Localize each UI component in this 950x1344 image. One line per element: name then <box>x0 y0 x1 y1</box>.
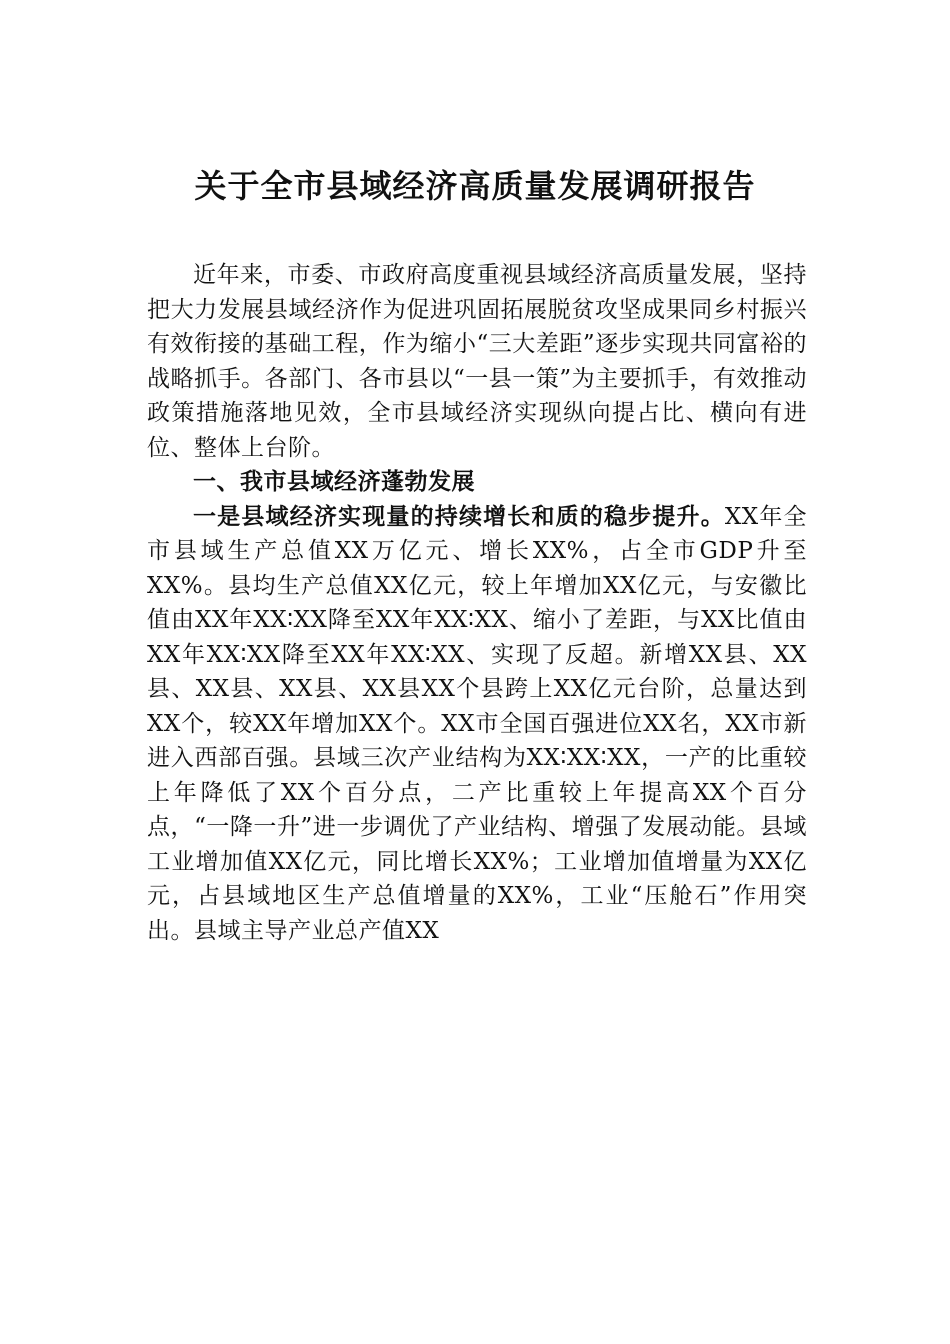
paragraph-lead-sentence: 一是县域经济实现量的持续增长和质的稳步提升。 <box>193 502 725 530</box>
document-title: 关于全市县域经济高质量发展调研报告 <box>194 167 756 205</box>
section-paragraph <box>147 500 807 949</box>
paragraph-body-text: XX年全市县域生产总值XX万亿元、增长XX%，占全市GDP升至XX%。县均生产总值XX亿元，较上年增加XX亿元，与安徽比值由XX年XX∶XX降至XX年XX∶XX、缩小了差距，与XX比值由XX年XX∶XX降至XX年XX∶XX、实现了反超。新增XX县、XX县、XX县、XX县、XX县XX个县跨上XX亿元台阶，总量达到XX个，较XX年增加XX个。XX市全国百强进位XX名，XX市新进入西部百强。县域三次产业结构为XX∶XX∶XX，一产的比重较上年降低了XX个百分点，二产比重较上年提高XX个百分点，“一降一升”进一步调优了产业结构、增强了发展动能。县域工业增加值XX亿元，同比增长XX%；工业增加值增量为XX亿元，占县域地区生产总值增量的XX%，工业“压舱石”作用突出。县域主导产业总产值XX <box>147 503 808 944</box>
section-heading: 一、我市县域经济蓬勃发展 <box>193 469 475 495</box>
intro-paragraph: 近年来，市委、市政府高度重视县域经济高质量发展，坚持把大力发展县域经济作为促进巩固拓展脱贫攻坚成果同乡村振兴有效衔接的基础工程，作为缩小“三大差距”逐步实现共同富裕的战略抓手。各部门、各市县以“一县一策”为主要抓手，有效推动政策措施落地见效，全市县域经济实现纵向提占比、横向有进位、整体上台阶。 <box>147 262 807 461</box>
document-body <box>147 258 807 948</box>
